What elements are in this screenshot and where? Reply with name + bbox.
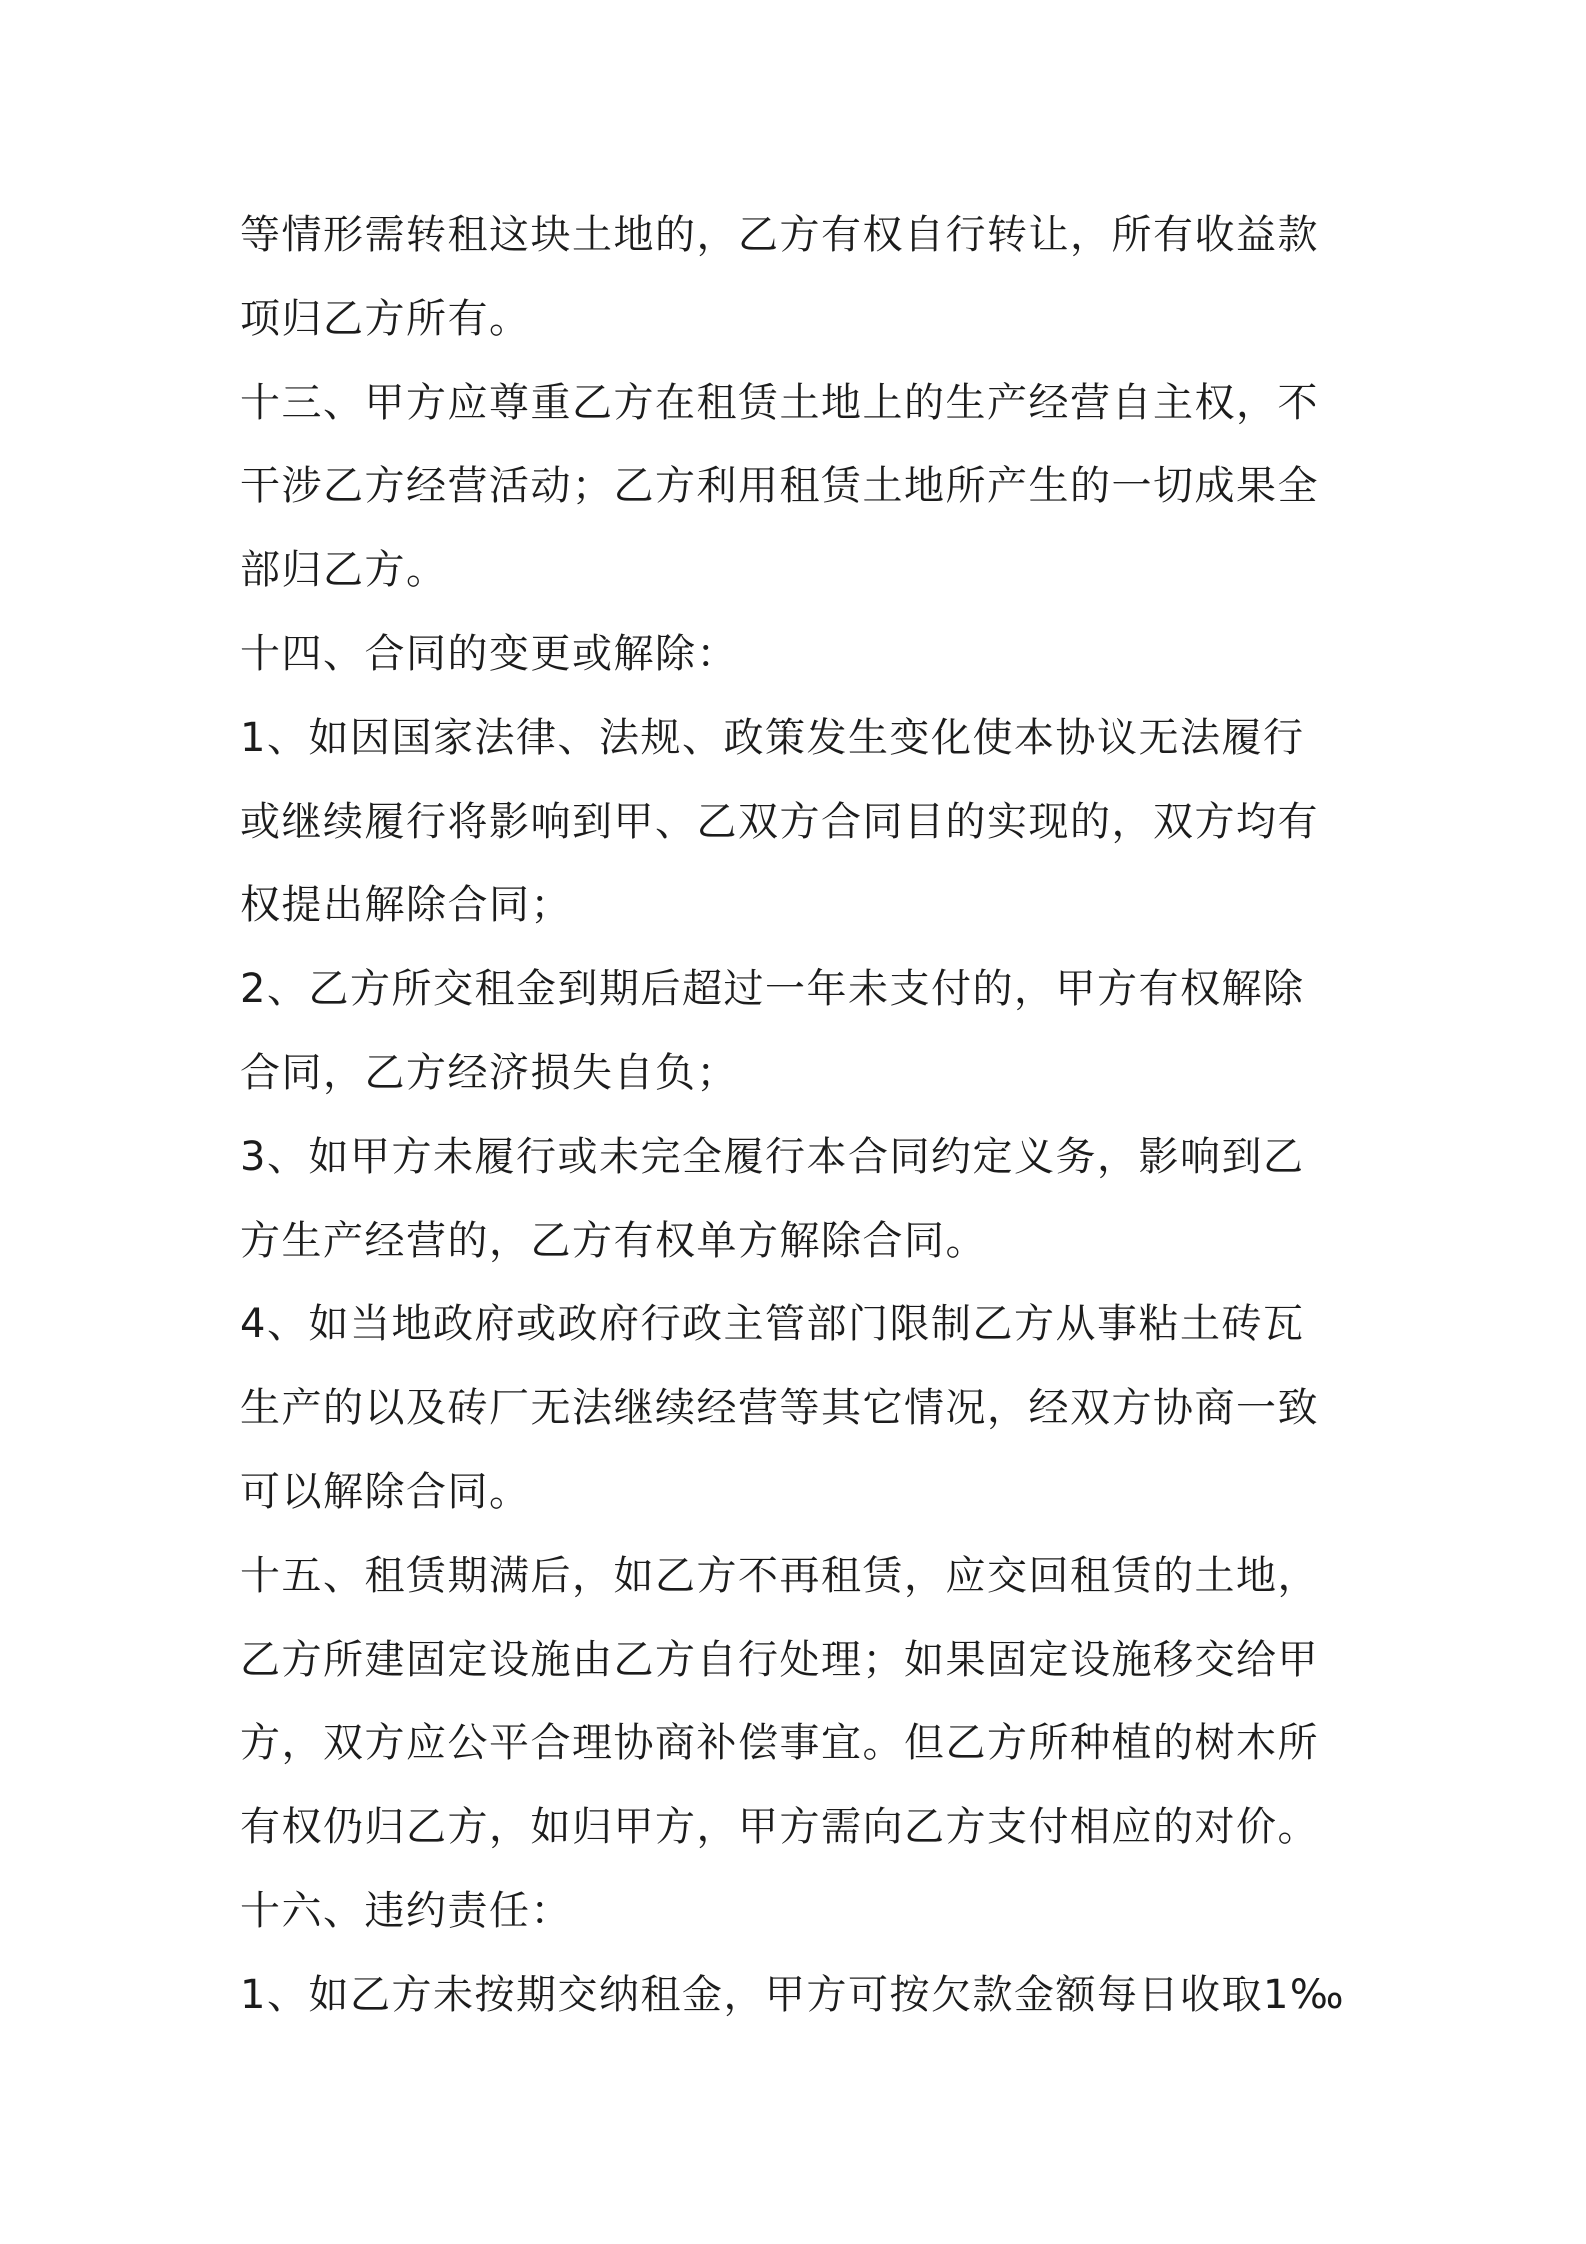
text-line: 十五、租赁期满后，如乙方不再租赁，应交回租赁的土地， [240, 1552, 1319, 1599]
document-body [240, 194, 1360, 2038]
text-line: 方，双方应公平合理协商补偿事宜。但乙方所种植的树木所 [240, 1720, 1319, 1767]
text-line: 部归乙方。 [240, 547, 448, 594]
section-heading: 十六、违约责任： [240, 1887, 572, 1934]
text-line: 1、如乙方未按期交纳租金，甲方可按欠款金额每日收取1‰ [240, 1971, 1346, 2018]
text-line: 干涉乙方经营活动；乙方利用租赁土地所产生的一切成果全 [240, 463, 1319, 510]
text-line: 3、如甲方未履行或未完全履行本合同约定义务，影响到乙 [240, 1133, 1305, 1180]
text-line: 十三、甲方应尊重乙方在租赁土地上的生产经营自主权，不 [240, 379, 1319, 426]
text-line: 可以解除合同。 [240, 1468, 531, 1515]
text-line: 项归乙方所有。 [240, 295, 531, 342]
text-line: 乙方所建固定设施由乙方自行处理；如果固定设施移交给甲 [240, 1636, 1319, 1683]
text-line: 合同，乙方经济损失自负； [240, 1049, 738, 1096]
text-line: 生产的以及砖厂无法继续经营等其它情况，经双方协商一致 [240, 1385, 1319, 1432]
text-line: 权提出解除合同； [240, 882, 572, 929]
text-line: 2、乙方所交租金到期后超过一年未支付的，甲方有权解除 [240, 966, 1305, 1013]
text-line: 方生产经营的，乙方有权单方解除合同。 [240, 1217, 987, 1264]
text-line: 等情形需转租这块土地的，乙方有权自行转让，所有收益款 [240, 212, 1319, 258]
text-line: 有权仍归乙方，如归甲方，甲方需向乙方支付相应的对价。 [240, 1804, 1319, 1851]
text-line: 或继续履行将影响到甲、乙双方合同目的实现的，双方均有 [240, 798, 1319, 845]
section-heading: 十四、合同的变更或解除： [240, 630, 738, 677]
text-line: 1、如因国家法律、法规、政策发生变化使本协议无法履行 [240, 714, 1305, 761]
text-line: 4、如当地政府或政府行政主管部门限制乙方从事粘土砖瓦 [240, 1301, 1305, 1348]
